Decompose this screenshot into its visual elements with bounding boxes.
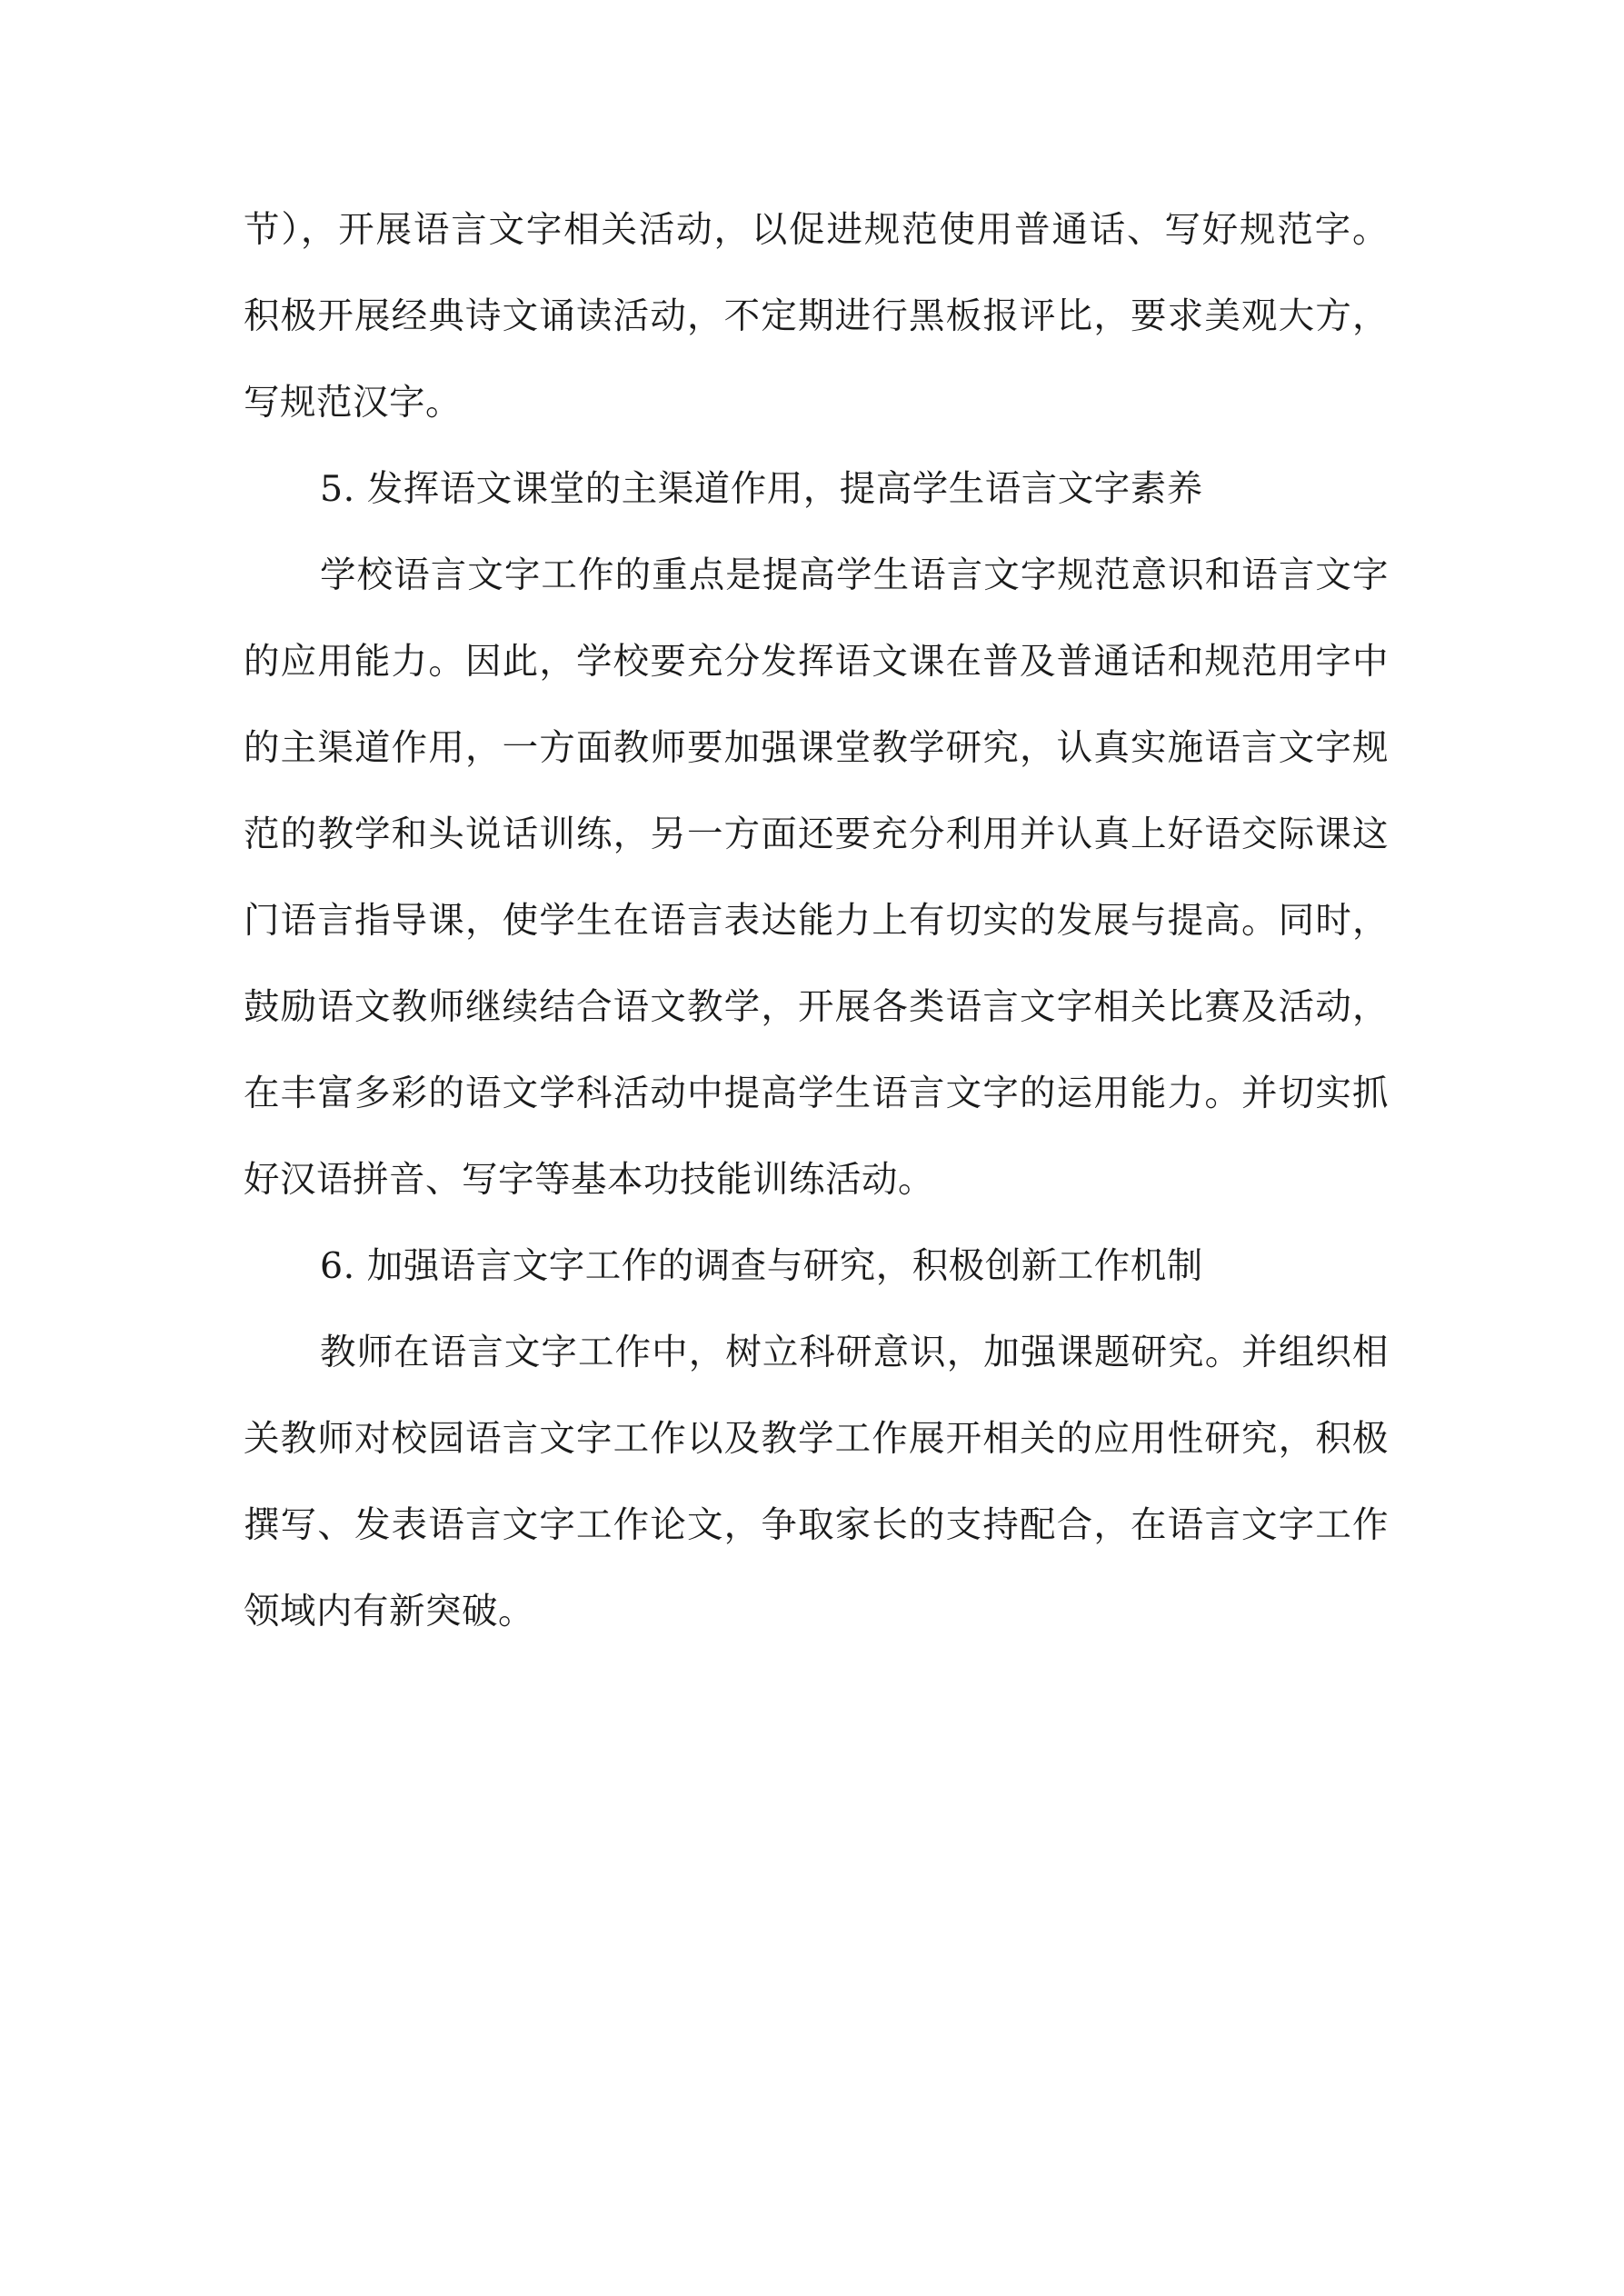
- paragraph-language-teaching: 学校语言文字工作的重点是提高学生语言文字规范意识和语言文字的应用能力。因此，学校要充分发挥语文课在普及普通话和规范用字中的主渠道作用，一方面教师要加强课堂教学研究，认真实施语言文字规范的教学和头说话训练，另一方面还要充分利用并认真上好语交际课这门语言指导课，使学生在语言表达能力上有切实的发展与提高。同时，鼓励语文教师继续结合语文教学，开展各类语言文字相关比赛及活动，在丰富多彩的语文学科活动中提高学生语言文字的运用能力。并切实抓好汉语拼音、写字等基本功技能训练活动。: [244, 554, 1389, 1201]
- paragraph-continuation: 节），开展语言文字相关活动，以促进规范使用普通话、写好规范字。积极开展经典诗文诵读活动，不定期进行黑板报评比，要求美观大方，写规范汉字。: [244, 209, 1389, 424]
- paragraph-research: 教师在语言文字工作中，树立科研意识，加强课题研究。并组织相关教师对校园语言文字工作以及教学工作展开相关的应用性研究，积极撰写、发表语言文字工作论文，争取家长的支持配合，在语言文字工作领域内有新突破。: [244, 1332, 1389, 1632]
- section-heading-6: 6. 加强语言文字工作的调查与研究，积极创新工作机制: [320, 1245, 1203, 1287]
- document-body: [244, 187, 1389, 1655]
- section-heading-5: 5. 发挥语文课堂的主渠道作用，提高学生语言文字素养: [320, 468, 1203, 510]
